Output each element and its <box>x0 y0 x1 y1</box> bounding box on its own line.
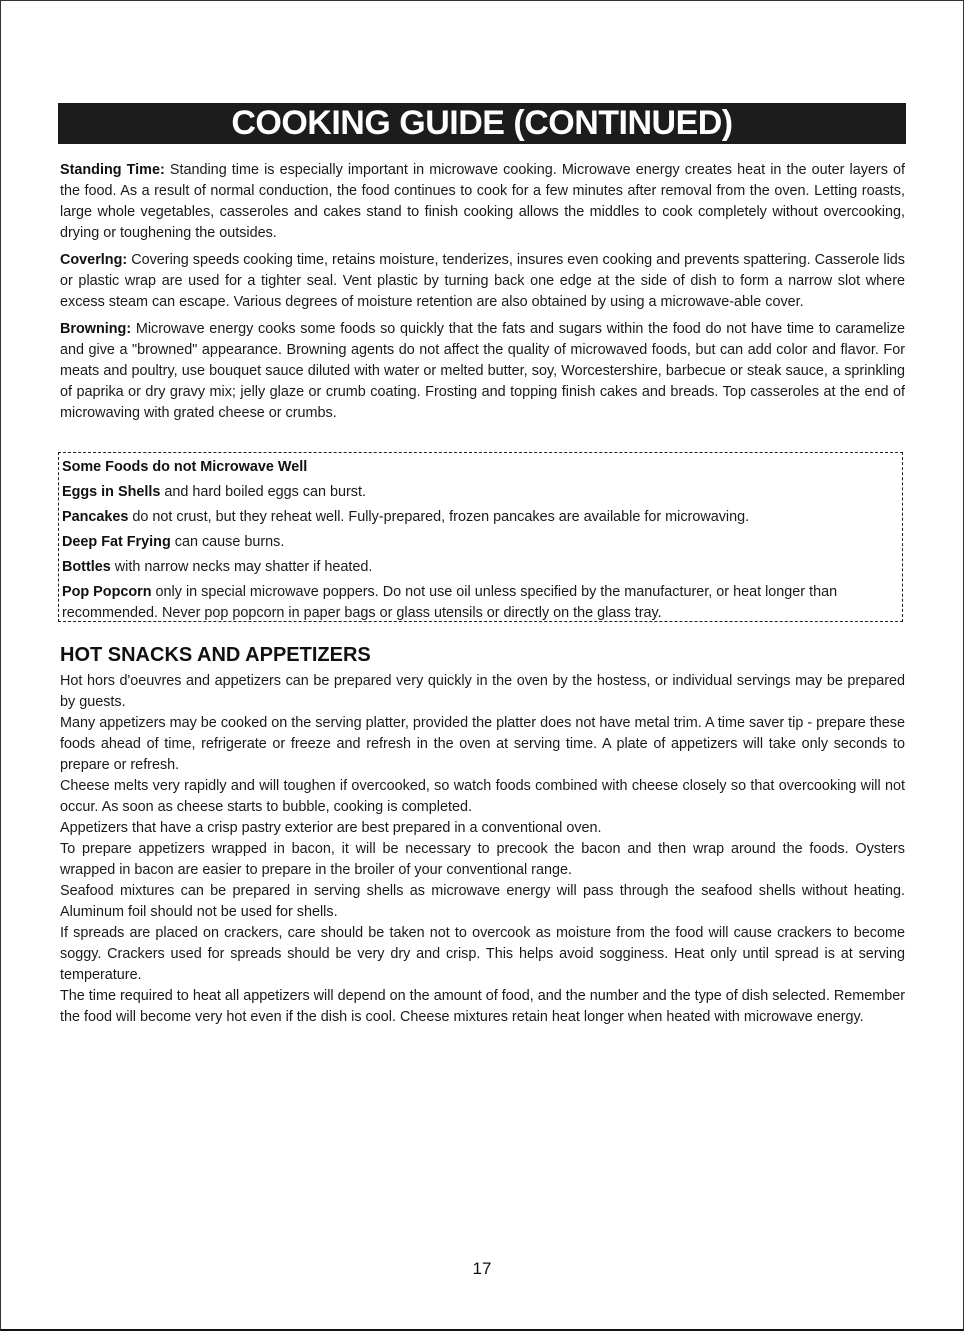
item-text: only in special microwave poppers. Do not use oil unless specified by the manufacturer, or heat longer than recommended. Never pop popcorn in paper bags or glass utensils or directly on the glass tray. <box>62 584 838 621</box>
snacks-body <box>60 671 905 1028</box>
standing-time-paragraph <box>60 160 905 244</box>
item-label: Deep Fat Frying <box>62 534 171 550</box>
browning-paragraph <box>60 319 905 424</box>
covering-text: Covering speeds cooking time, retains moisture, tenderizes, insures even cooking and prevents spattering. Casserole lids or plastic wrap are used for a tighter seal. Vent plastic by turning back one edge at the side of dish to form a narrow slot where excess steam can escape. Various degrees of moisture retention are also obtained by using a microwave-able cover. <box>60 252 905 310</box>
browning-label: Browning: <box>60 321 132 337</box>
snacks-paragraph: Appetizers that have a crisp pastry exterior are best prepared in a conventional oven. <box>60 820 602 836</box>
item-label: Eggs in Shells <box>62 484 161 500</box>
foods-box-title-text: Some Foods do not Microwave Well <box>62 459 308 475</box>
page-number: 17 <box>472 1259 492 1278</box>
list-item <box>62 507 898 528</box>
item-label: Pop Popcorn <box>62 584 152 600</box>
item-text: and hard boiled eggs can burst. <box>160 484 366 500</box>
section-heading: HOT SNACKS AND APPETIZERS <box>60 644 371 666</box>
list-item <box>62 482 898 503</box>
item-text: with narrow necks may shatter if heated. <box>110 559 373 575</box>
item-text: can cause burns. <box>170 534 285 550</box>
list-item <box>62 532 898 553</box>
cooking-tips <box>60 160 905 424</box>
item-text: do not crust, but they reheat well. Fully-prepared, frozen pancakes are available for microwaving. <box>128 509 750 525</box>
covering-paragraph <box>60 250 905 313</box>
covering-label: Coverlng: <box>60 252 128 268</box>
snacks-paragraph: If spreads are placed on crackers, care should be taken not to overcook as moisture from the food will cause crackers to become soggy. Crackers used for spreads should be very dry and crisp. This helps avoid sogginess. Heat only until spread is at serving temperature. <box>60 925 905 983</box>
list-item <box>62 557 898 578</box>
list-item <box>62 582 898 624</box>
snacks-paragraph: Many appetizers may be cooked on the serving platter, provided the platter does not have metal trim. A time saver tip - prepare these foods ahead of time, refrigerate or freeze and refresh in the oven at serving time. A plate of appetizers will take only seconds to prepare or refresh. <box>60 715 905 773</box>
snacks-paragraph: Cheese melts very rapidly and will toughen if overcooked, so watch foods combined with cheese closely so that overcooking will not occur. As soon as cheese starts to bubble, cooking is completed. <box>60 778 905 815</box>
item-label: Bottles <box>62 559 111 575</box>
standing-time-label: Standing Time: <box>60 162 165 178</box>
foods-box-title <box>62 457 898 478</box>
standing-time-text: Standing time is especially important in microwave cooking. Microwave energy creates heat in the outer layers of the food. As a result of normal conduction, the food continues to cook for a few minutes after removal from the oven. Letting roasts, large whole vegetables, casseroles and cakes stand to finish cooking allows the middles to cook completely without overcooking, drying or toughening the outsides. <box>60 162 905 241</box>
snacks-paragraph: To prepare appetizers wrapped in bacon, it will be necessary to precook the bacon and then wrap around the foods. Oysters wrapped in bacon are easier to prepare in the broiler of your conventional range. <box>60 841 905 878</box>
foods-not-microwave-box <box>58 452 903 622</box>
snacks-paragraph: Seafood mixtures can be prepared in serving shells as microwave energy will pass through the seafood shells without heating. Aluminum foil should not be used for shells. <box>60 883 905 920</box>
snacks-paragraph: Hot hors d'oeuvres and appetizers can be prepared very quickly in the oven by the hostess, or individual servings may be prepared by guests. <box>60 673 905 710</box>
item-label: Pancakes <box>62 509 129 525</box>
snacks-paragraph: The time required to heat all appetizers will depend on the amount of food, and the number and the type of dish selected. Remember the food will become very hot even if the dish is cool. Cheese mixtures retain heat longer when heated with microwave energy. <box>60 988 905 1025</box>
page-title: COOKING GUIDE (CONTINUED) <box>58 103 906 144</box>
browning-text: Microwave energy cooks some foods so quickly that the fats and sugars within the food do not have time to caramelize and give a "browned" appearance. Browning agents do not affect the quality of microwaved foods, but can add color and flavor. For meats and poultry, use bouquet sauce diluted with water or melted butter, soy, Worcestershire, barbecue or steak sauce, a sprinkling of paprika or dry gravy mix; jelly glaze or crumb coating. Frosting and topping finish cakes and breads. Top casseroles at the end of microwaving with grated cheese or crumbs. <box>60 321 905 421</box>
